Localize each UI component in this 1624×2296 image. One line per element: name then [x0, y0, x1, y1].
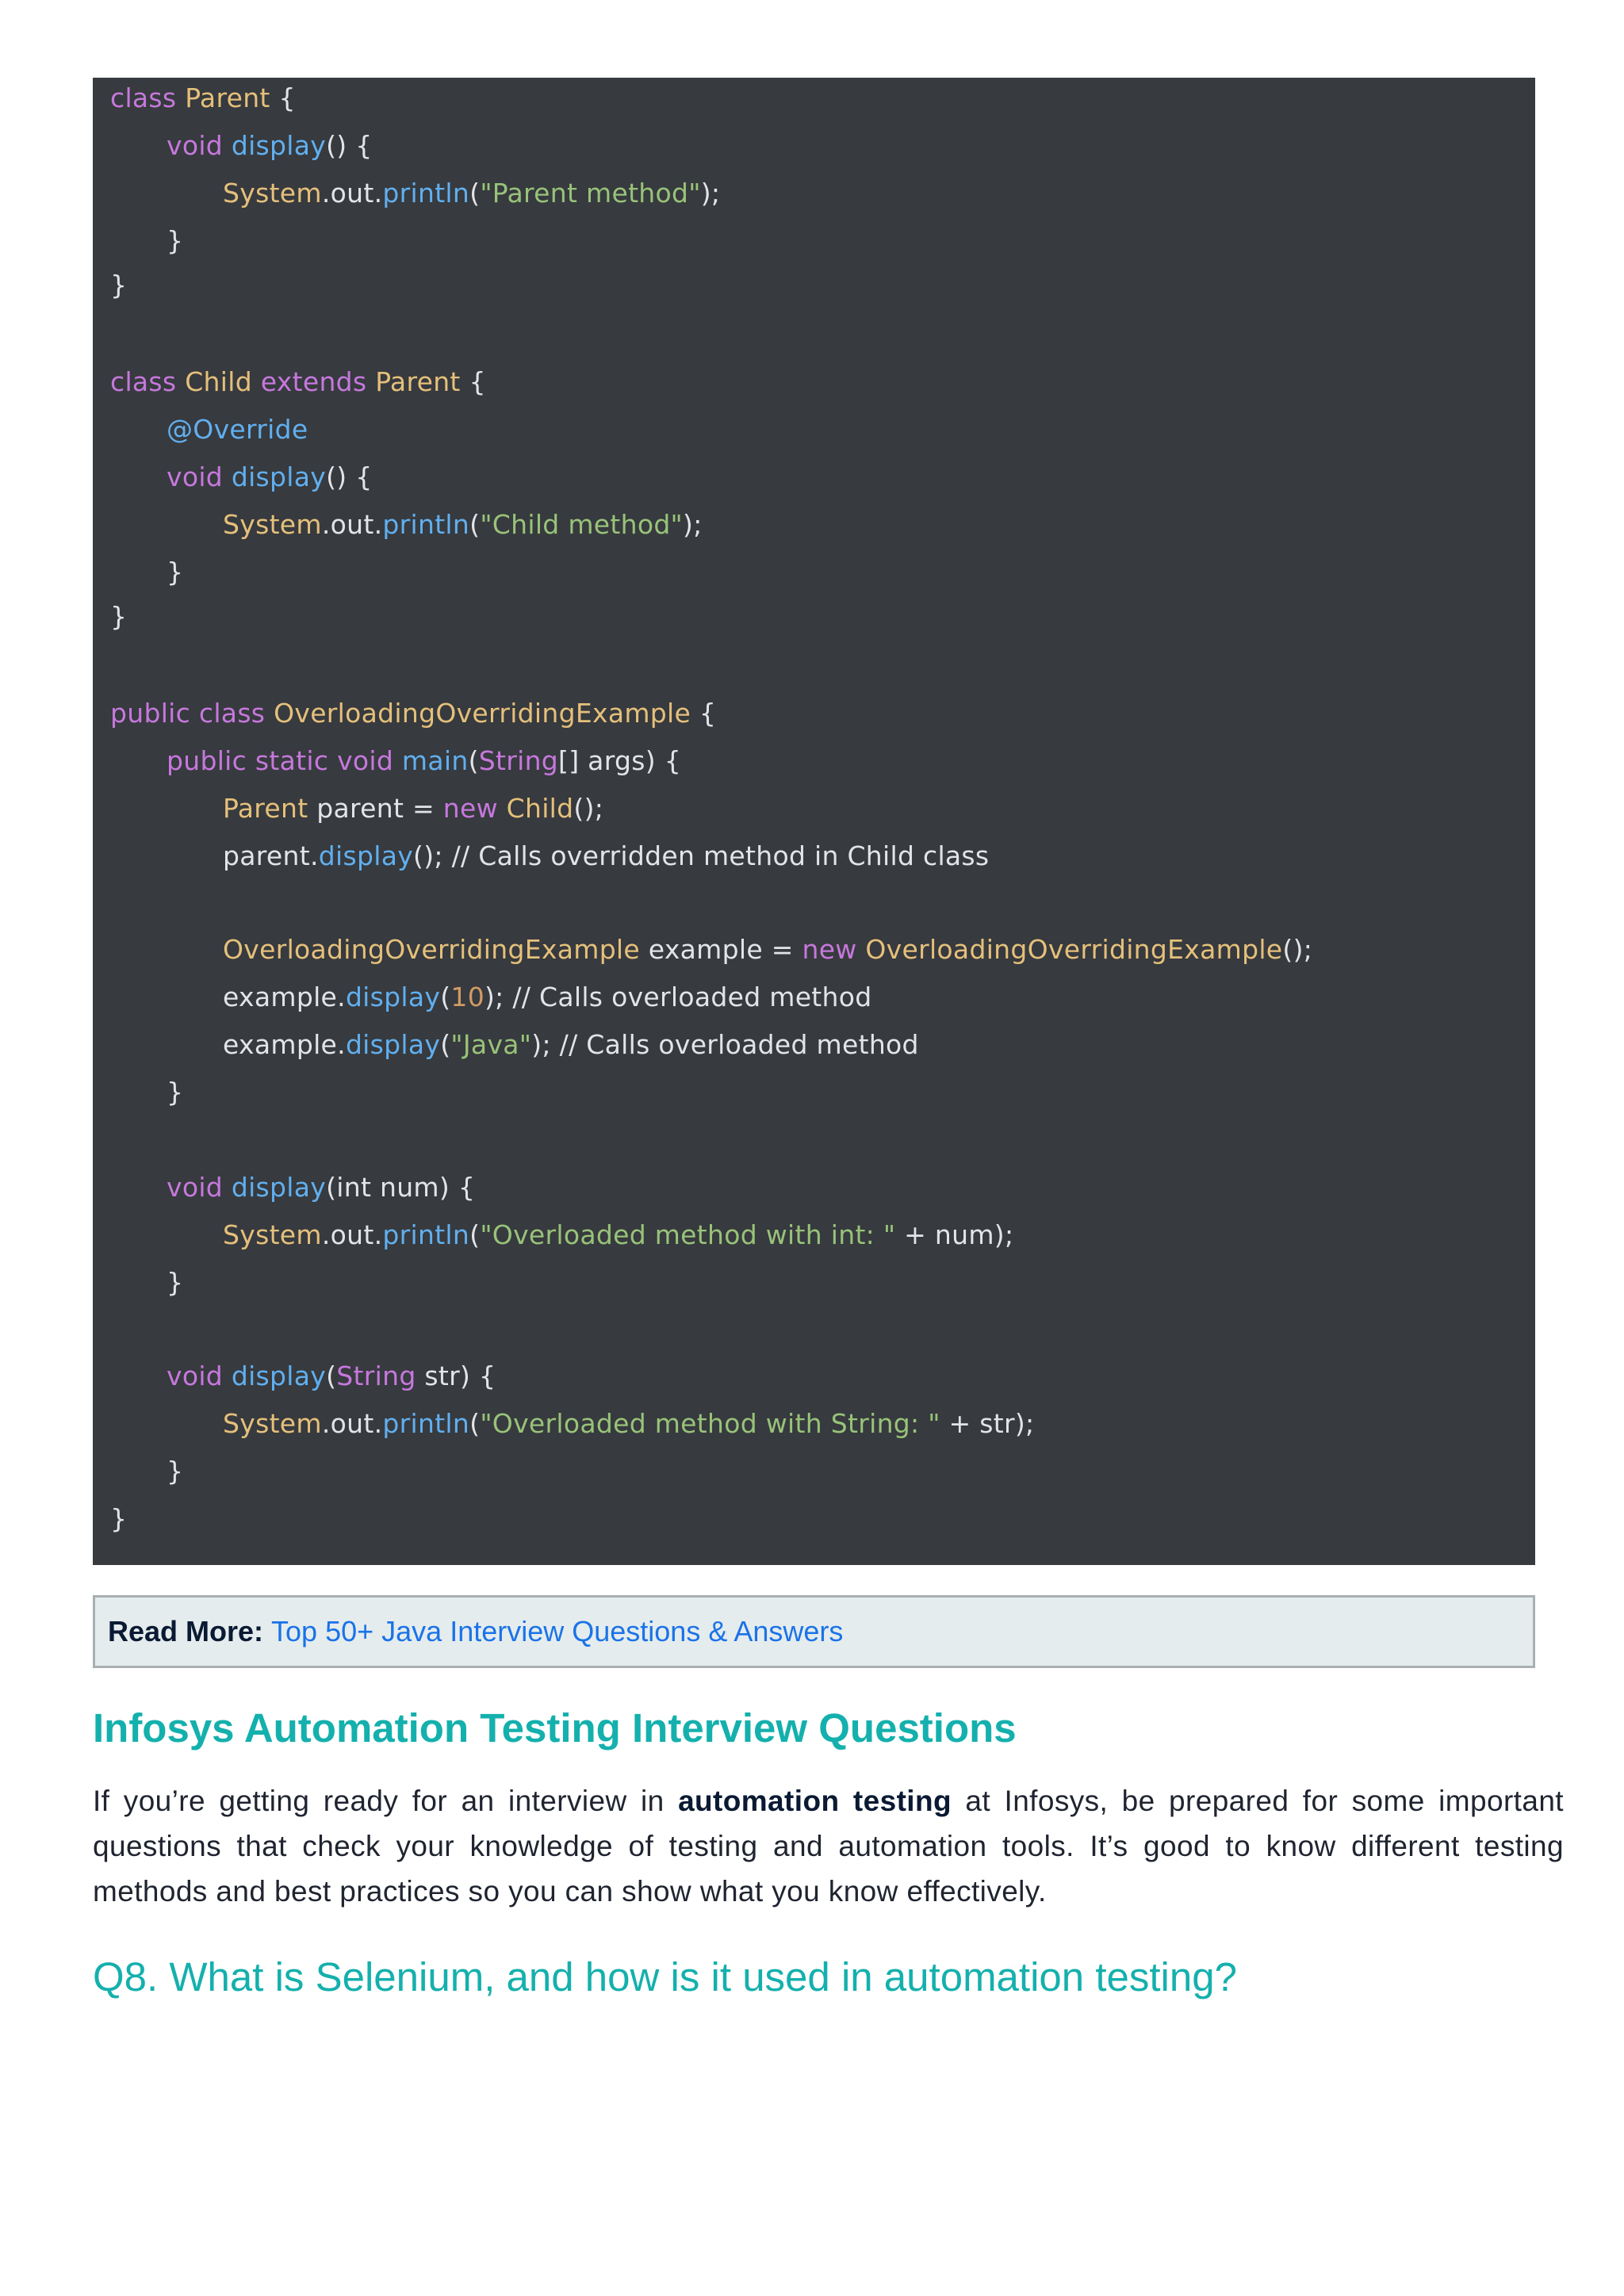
code-token: () { — [326, 130, 373, 161]
code-line — [110, 698, 716, 729]
code-token: ( — [469, 178, 481, 209]
code-line — [110, 1408, 1034, 1440]
code-line — [110, 461, 373, 493]
intro-paragraph — [93, 1778, 1564, 1914]
code-line — [110, 82, 296, 114]
code-token: new — [802, 934, 866, 965]
code-line — [110, 225, 183, 257]
read-more-label: Read More: — [108, 1615, 264, 1647]
code-token: println — [382, 509, 470, 540]
code-line — [110, 934, 1312, 966]
code-token: .out. — [321, 1219, 383, 1250]
code-line — [110, 178, 720, 209]
code-token: display — [231, 1172, 327, 1203]
code-token: "Overloaded method with String: " — [480, 1408, 940, 1439]
code-token: } — [110, 270, 128, 300]
code-token: } — [110, 601, 128, 632]
code-token: ); // Calls overloaded method — [485, 982, 872, 1012]
code-token: void — [167, 130, 232, 161]
code-token: + num); — [895, 1219, 1014, 1250]
code-token: void — [167, 1360, 232, 1391]
code-token: ( — [440, 1029, 451, 1060]
code-token: (); — [1282, 934, 1313, 965]
code-line — [110, 1219, 1013, 1251]
question-heading: Q8. What is Selenium, and how is it used in automation testing? — [93, 1954, 1237, 1999]
intro-text-start: If you’re getting ready for an interview in — [93, 1785, 679, 1817]
code-token: "Parent method" — [480, 178, 701, 209]
code-line — [110, 793, 603, 825]
code-token: new — [442, 793, 507, 824]
code-token: println — [382, 1408, 470, 1439]
code-token: OverloadingOverridingExample — [274, 698, 691, 729]
code-token: display — [231, 1360, 327, 1391]
code-token: String — [336, 1360, 416, 1391]
code-token: "Overloaded method with int: " — [480, 1219, 896, 1250]
code-line — [110, 1077, 183, 1108]
code-token: parent = — [308, 793, 443, 824]
code-token: (); // Calls overridden method in Child class — [413, 840, 990, 871]
code-token: } — [167, 225, 184, 256]
code-token: println — [382, 178, 470, 209]
code-token: println — [382, 1219, 470, 1250]
code-token: ( — [440, 982, 451, 1012]
intro-text-end: at Infosys, be prepared for some important questions that check your knowledge of testing and automation tools. It’s good to know different testing methods and best practices so you can show what you know effectively. — [93, 1785, 1564, 1908]
code-token: ( — [326, 1360, 337, 1391]
code-token: extends — [260, 366, 376, 397]
code-token: ( — [469, 1408, 481, 1439]
code-token: [] args) { — [558, 745, 681, 776]
code-token: () { — [326, 461, 373, 492]
code-token: main — [401, 745, 469, 776]
code-token: } — [167, 557, 184, 587]
code-token: ); — [683, 509, 703, 540]
code-token: Parent — [185, 82, 270, 113]
code-token: public static void — [167, 745, 402, 776]
code-token: System — [223, 1408, 322, 1439]
code-token: example. — [223, 1029, 346, 1060]
code-token: Child — [185, 366, 261, 397]
code-token: ( — [468, 745, 479, 776]
code-line — [110, 745, 681, 777]
read-more-link[interactable]: Top 50+ Java Interview Questions & Answers — [271, 1615, 844, 1647]
code-token: str) { — [416, 1360, 496, 1391]
code-token: display — [345, 1029, 441, 1060]
code-token: ); // Calls overloaded method — [531, 1029, 919, 1060]
code-token: class — [110, 366, 186, 397]
code-line — [110, 1360, 496, 1392]
code-line — [110, 414, 308, 446]
code-token: .out. — [321, 509, 383, 540]
code-token: example. — [223, 982, 346, 1012]
code-token: "Child method" — [480, 509, 684, 540]
code-line — [110, 601, 127, 633]
code-line — [110, 1503, 127, 1535]
code-token: void — [167, 1172, 232, 1203]
code-line — [110, 1029, 919, 1061]
code-token: display — [345, 982, 441, 1012]
code-token: ); — [700, 178, 721, 209]
code-token: OverloadingOverridingExample — [223, 934, 641, 965]
code-token: ( — [469, 1219, 481, 1250]
code-block — [93, 78, 1535, 1565]
code-token: class — [110, 82, 186, 113]
code-token: { — [460, 366, 486, 397]
code-token: @Override — [167, 414, 308, 445]
code-token: public class — [110, 698, 274, 729]
code-token: { — [270, 82, 296, 113]
code-token: (int num) { — [326, 1172, 476, 1203]
section-title: Infosys Automation Testing Interview Questions — [93, 1705, 1017, 1751]
code-line — [110, 982, 872, 1013]
code-token: parent. — [223, 840, 319, 871]
code-token: { — [691, 698, 717, 729]
code-token: 10 — [450, 982, 485, 1012]
intro-bold-term: automation testing — [678, 1785, 952, 1817]
read-more-box — [93, 1595, 1535, 1668]
code-token: display — [231, 461, 327, 492]
code-token: Parent — [375, 366, 461, 397]
code-line — [110, 509, 703, 541]
code-token: } — [110, 1503, 128, 1534]
code-line — [110, 366, 486, 398]
code-line — [110, 840, 989, 872]
code-token: System — [223, 178, 322, 209]
code-line — [110, 270, 127, 301]
code-token: .out. — [321, 1408, 383, 1439]
code-token: OverloadingOverridingExample — [865, 934, 1283, 965]
code-token: Parent — [223, 793, 308, 824]
code-line — [110, 1267, 183, 1299]
code-line — [110, 1172, 475, 1203]
code-token: + str); — [940, 1408, 1035, 1439]
code-token: example = — [640, 934, 802, 965]
code-token: } — [167, 1077, 184, 1108]
code-token: display — [318, 840, 414, 871]
code-token: } — [167, 1456, 184, 1487]
code-token: .out. — [321, 178, 383, 209]
code-token: Child — [506, 793, 574, 824]
code-line — [110, 557, 183, 588]
code-line — [110, 130, 373, 162]
code-token: String — [478, 745, 559, 776]
code-token: (); — [573, 793, 604, 824]
code-token: "Java" — [450, 1029, 532, 1060]
code-token: System — [223, 509, 322, 540]
code-token: } — [167, 1267, 184, 1298]
code-token: ( — [469, 509, 481, 540]
code-line — [110, 1456, 183, 1487]
code-token: System — [223, 1219, 322, 1250]
code-token: void — [167, 461, 232, 492]
code-token: display — [231, 130, 327, 161]
